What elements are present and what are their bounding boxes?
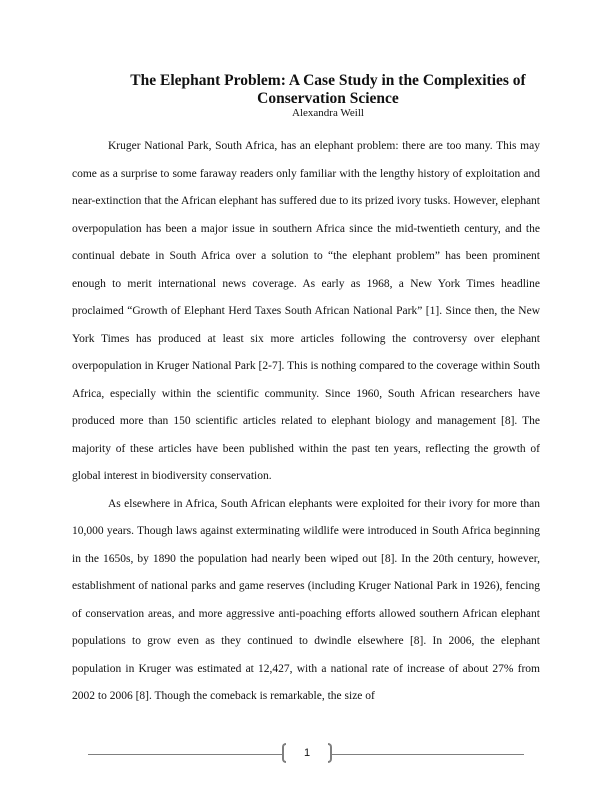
paragraph-2: As elsewhere in Africa, South African elephants were exploited for their ivory for more than 10,000 years. Though laws against exterminating wildlife were introduced in South Africa beginning in the 1650s, by 1890 the population had nearly been wiped out [8]. In the 20th century, however, establishment of national parks and game reserves (including Kruger National Park in 1926), fencing of conservation areas, and more aggressive anti-poaching efforts allowed southern African elephant populations to grow even as they continued to dwindle elsewhere [8]. In 2006, the elephant population in Kruger was estimated at 12,427, with a national rate of increase of about 27% from 2002 to 2006 [8]. Though the comeback is remarkable, the size of	[72, 497, 540, 702]
right-bracket-icon	[328, 743, 332, 763]
paragraph-1: Kruger National Park, South Africa, has an elephant problem: there are too many. This may come as a surprise to some faraway readers only familiar with the lengthy history of exploitation and near-extinction that the African elephant has suffered due to its prized ivory tusks. However, elephant overpopulation has been a major issue in southern Africa since the mid-twentieth century, and the continual debate in South Africa over a solution to “the elephant problem” has been prominent enough to merit international news coverage. As early as 1968, a New York Times headline proclaimed “Growth of Elephant Herd Taxes South African National Park” [1]. Since then, the New York Times has produced at least six more articles following the controversy over elephant overpopulation in Kruger National Park [2-7]. This is nothing compared to the coverage within South Africa, especially within the scientific community. Since 1960, South African researchers have produced more than 150 scientific articles related to elephant biology and management [8]. The majority of these articles have been published within the past ten years, reflecting the growth of global interest in biodiversity conservation.	[72, 140, 540, 482]
footer-rule-right	[332, 754, 524, 755]
page-footer	[88, 742, 524, 766]
page-number: 1	[303, 747, 311, 759]
page-number-box	[282, 742, 332, 766]
footer-rule-left	[88, 754, 282, 755]
author-name: Alexandra Weill	[292, 107, 364, 119]
document-title: The Elephant Problem: A Case Study in the Complexities of Conservation Science	[130, 72, 526, 107]
body-text	[72, 133, 540, 711]
